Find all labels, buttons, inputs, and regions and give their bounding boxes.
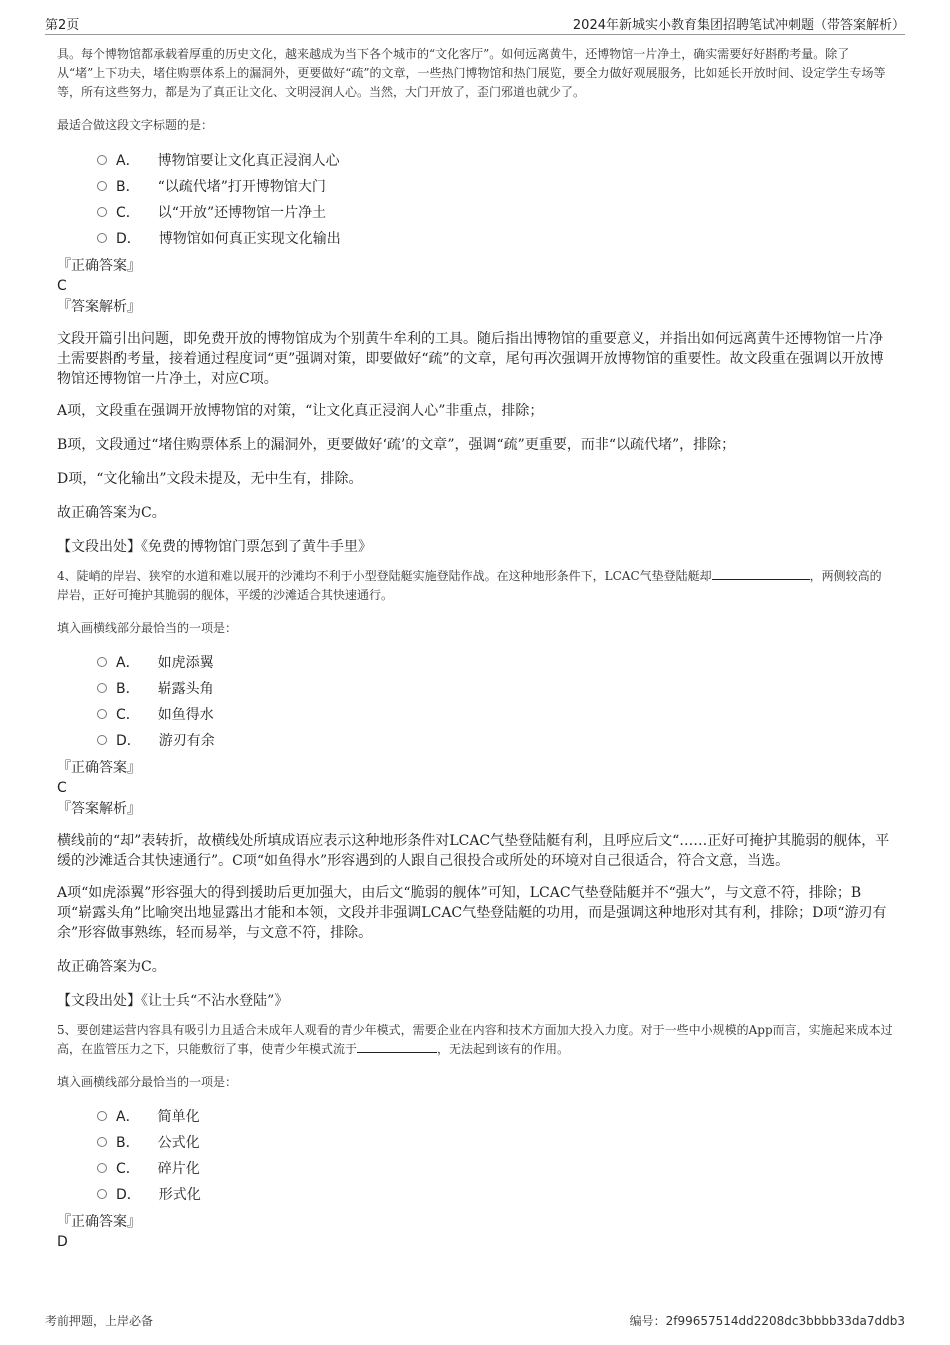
q4-option-d[interactable]: D． 游刃有余 [97, 728, 893, 754]
q4-option-a[interactable]: A． 如虎添翼 [97, 650, 893, 676]
q5-stem: 5、要创建运营内容具有吸引力且适合未成年人观看的青少年模式，需要企业在内容和技术方面加大投入力度。对于一些中小规模的App而言，实施起来成本过高，在监管压力之下，只能敷衍了事，使青少年模式流于 ，无法起到该有的作用。 [57, 1023, 893, 1056]
footer-code: 编号：2f99657514dd2208dc3bbbb33da7ddb3 [629, 1314, 905, 1328]
radio-icon[interactable] [97, 1137, 107, 1147]
q4-options [57, 650, 893, 754]
q3-option-d[interactable]: D． 博物馆如何真正实现文化输出 [97, 226, 893, 252]
q4-option-c[interactable]: C． 如鱼得水 [97, 702, 893, 728]
q3-source: 【文段出处】《免费的博物馆门票怎到了黄牛手里》 [57, 539, 372, 555]
q5-answer: D [57, 1234, 68, 1250]
radio-icon[interactable] [97, 683, 107, 693]
page-number: 第2页 [45, 18, 80, 33]
radio-icon[interactable] [97, 1111, 107, 1121]
q4-stem: 4、陡峭的岸岩、狭窄的水道和难以展开的沙滩均不利于小型登陆艇实施登陆作战。在这种地形条件下，LCAC气垫登陆艇却 ，两侧较高的岸岩，正好可掩护其脆弱的舰体，平缓的沙滩适合其快速通行。 [57, 569, 882, 602]
q3-answer-label: 『正确答案』 [57, 258, 141, 274]
q3-analysis-4: D项，“文化输出”文段未提及，无中生有，排除。 [57, 471, 363, 487]
q4-analysis-1: 横线前的“却”表转折，故横线处所填成语应表示这种地形条件对LCAC气垫登陆艇有利，且呼应后文“……正好可掩护其脆弱的舰体，平缓的沙滩适合其快速通行”。C项“如鱼得水”形容遇到的人跟自己很投合或所处的环境对自己很适合，符合文意，当选。 [57, 833, 890, 869]
q5-option-c[interactable]: C． 碎片化 [97, 1156, 893, 1182]
q3-prompt: 最适合做这段文字标题的是： [57, 118, 214, 132]
radio-icon[interactable] [97, 735, 107, 745]
q4-option-b[interactable]: B． 崭露头角 [97, 676, 893, 702]
q3-analysis-1: 文段开篇引出问题，即免费开放的博物馆成为个别黄牛牟利的工具。随后指出博物馆的重要意义，并指出如何远离黄牛还博物馆一片净土需要斟酌考量，接着通过程度词“更”强调对策，即要做好“疏”的文章，尾句再次强调开放博物馆的重要性。故文段重在强调以开放博物馆还博物馆一片净土，对应C项。 [57, 331, 884, 387]
q4-analysis-3: 故正确答案为C。 [57, 959, 166, 975]
radio-icon[interactable] [97, 1189, 107, 1199]
document-title: 2024年新城实小教育集团招聘笔试冲刺题（带答案解析） [572, 18, 905, 33]
q4-analysis-label: 『答案解析』 [57, 801, 141, 817]
radio-icon[interactable] [97, 181, 107, 191]
radio-icon[interactable] [97, 1163, 107, 1173]
page-footer [45, 1312, 905, 1332]
q3-option-a[interactable]: A． 博物馆要让文化真正浸润人心 [97, 148, 893, 174]
q3-analysis-3: B项，文段通过“堵住购票体系上的漏洞外，更要做好‘疏’的文章”，强调“疏”更重要，而非“以疏代堵”，排除； [57, 437, 736, 453]
radio-icon[interactable] [97, 155, 107, 165]
q3-option-b[interactable]: B． “以疏代堵”打开博物馆大门 [97, 174, 893, 200]
page-header [45, 14, 905, 35]
q3-passage: 具。每个博物馆都承载着厚重的历史文化，越来越成为当下各个城市的“文化客厅”。如何远离黄牛，还博物馆一片净土，确实需要好好斟酌考量。除了从“堵”上下功夫，堵住购票体系上的漏洞外，更要做好“疏”的文章，一些热门博物馆和热门展览，要全力做好观展服务，比如延长开放时间、设定学生专场等等，所有这些努力，都是为了真正让文化、文明浸润人心。当然，大门开放了，歪门邪道也就少了。 [57, 47, 886, 99]
q4-analysis-2: A项“如虎添翼”形容强大的得到援助后更加强大，由后文“脆弱的舰体”可知，LCAC气垫登陆艇并不“强大”，与文意不符，排除；B项“崭露头角”比喻突出地显露出才能和本领，文段并非强调LCAC气垫登陆艇的功用，而是强调这种地形对其有利，排除；D项“游刃有余”形容做事熟练，轻而易举，与文意不符，排除。 [57, 885, 887, 941]
q3-analysis-2: A项，文段重在强调开放博物馆的对策，“让文化真正浸润人心”非重点，排除； [57, 403, 544, 419]
q5-option-b[interactable]: B． 公式化 [97, 1130, 893, 1156]
q5-blank [357, 1040, 437, 1053]
q3-option-c[interactable]: C． 以“开放”还博物馆一片净土 [97, 200, 893, 226]
radio-icon[interactable] [97, 657, 107, 667]
q5-options [57, 1104, 893, 1208]
q5-prompt: 填入画横线部分最恰当的一项是： [57, 1075, 238, 1089]
q3-analysis-label: 『答案解析』 [57, 299, 141, 315]
q3-analysis-5: 故正确答案为C。 [57, 505, 166, 521]
footer-slogan: 考前押题，上岸必备 [45, 1314, 154, 1328]
q5-option-d[interactable]: D． 形式化 [97, 1182, 893, 1208]
q4-prompt: 填入画横线部分最恰当的一项是： [57, 621, 238, 635]
q4-answer: C [57, 780, 67, 796]
radio-icon[interactable] [97, 233, 107, 243]
q3-answer: C [57, 278, 67, 294]
q5-answer-label: 『正确答案』 [57, 1214, 141, 1230]
q4-blank [712, 567, 810, 580]
q5-option-a[interactable]: A． 简单化 [97, 1104, 893, 1130]
page-content [57, 44, 893, 1252]
q4-answer-label: 『正确答案』 [57, 760, 141, 776]
q3-options [57, 148, 893, 252]
q4-source: 【文段出处】《让士兵“不沾水登陆”》 [57, 993, 289, 1009]
radio-icon[interactable] [97, 709, 107, 719]
radio-icon[interactable] [97, 207, 107, 217]
